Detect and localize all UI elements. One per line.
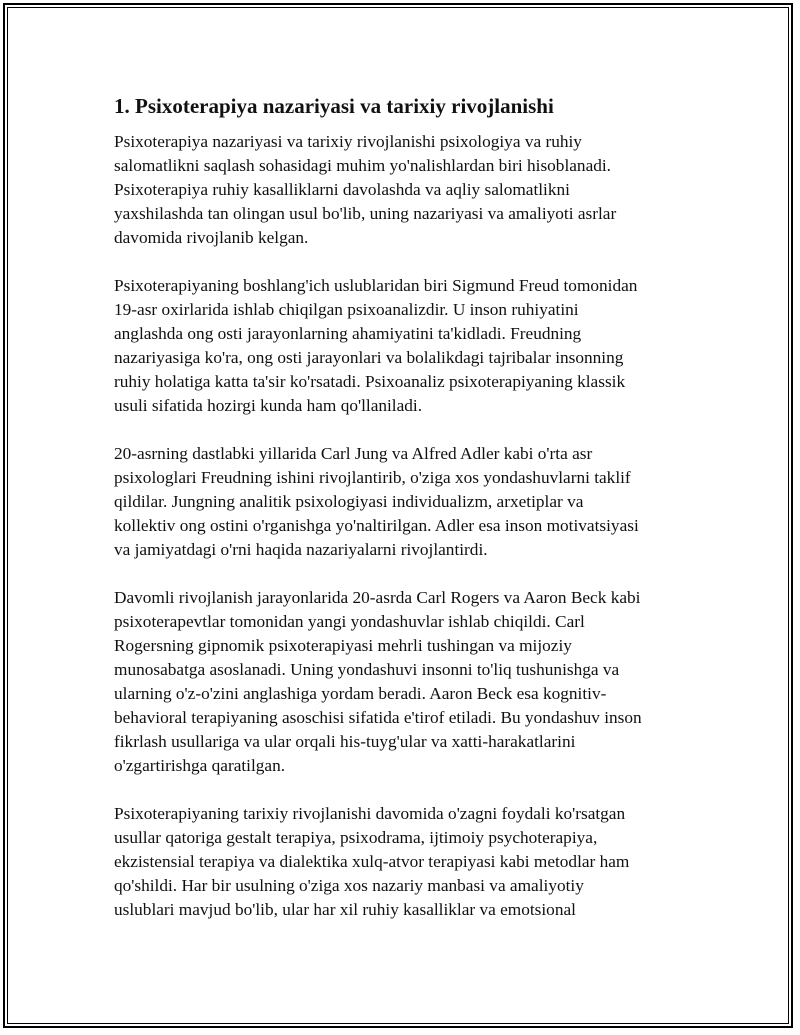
paragraph-rogers-beck: Davomli rivojlanish jarayonlarida 20-asrda Carl Rogers va Aaron Beck kabi psixoterapevtlar tomonidan yangi yondashuvlar ishlab chiqildi. Carl Rogersning gipnomik psixoterapiyasi mehrli tushingan va mijoziy munosabatga asoslanadi. Uning yondashuvi insonni to'liq tushunishga va ularning o'z-o'zini anglashiga yordam beradi. Aaron Beck esa kognitiv- behavioral terapiyaning asoschisi sifatida e'tirof etiladi. Bu yondashuv inson fikrlash usullariga va ular orqali his-tuyg'ular va xatti-harakatlarini o'zgartirishga qaratilgan. bbox=[114, 588, 642, 775]
paragraph-intro: Psixoterapiya nazariyasi va tarixiy rivojlanishi psixologiya va ruhiy salomatlikni saqlash sohasidagi muhim yo'nalishlardan biri hisoblanadi. Psixoterapiya ruhiy kasalliklarni davolashda va aqliy salomatlikni yaxshilashda tan olingan usul bo'lib, uning nazariyasi va amaliyoti asrlar davomida rivojlanib kelgan. bbox=[114, 132, 617, 247]
section-heading: 1. Psixoterapiya nazariyasi va tarixiy rivojlanishi bbox=[114, 94, 554, 118]
paragraph-other-methods: Psixoterapiyaning tarixiy rivojlanishi davomida o'zagni foydali ko'rsatgan usullar qatoriga gestalt terapiya, psixodrama, ijtimoiy psychoterapiya, ekzistensial terapiya va dialektika xulq-atvor terapiyasi kabi metodlar ham qo'shildi. Har bir usulning o'ziga xos nazariy manbasi va amaliyotiy uslublari mavjud bo'lib, ular har xil ruhiy kasalliklar va emotsional bbox=[114, 804, 630, 919]
paragraph-freud: Psixoterapiyaning boshlang'ich uslublaridan biri Sigmund Freud tomonidan 19-asr oxirlarida ishlab chiqilgan psixoanalizdir. U inson ruhiyatini anglashda ong osti jarayonlarning ahamiyatini ta'kidladi. Freudning nazariyasiga ko'ra, ong osti jarayonlari va bolalikdagi tajribalar insonning ruhiy holatiga katta ta'sir ko'rsatadi. Psixoanaliz psixoterapiyaning klassik usuli sifatida hozirgi kunda ham qo'llaniladi. bbox=[114, 276, 638, 415]
document-body bbox=[114, 92, 714, 946]
paragraph-jung-adler: 20-asrning dastlabki yillarida Carl Jung va Alfred Adler kabi o'rta asr psixologlari Freudning ishini rivojlantirib, o'ziga xos yondashuvlarni taklif qildilar. Jungning analitik psixologiyasi individualizm, arxetiplar va kollektiv ong ostini o'rganishga yo'naltirilgan. Adler esa inson motivatsiyasi va jamiyatdagi o'rni haqida nazariyalarni rivojlantirdi. bbox=[114, 444, 639, 559]
